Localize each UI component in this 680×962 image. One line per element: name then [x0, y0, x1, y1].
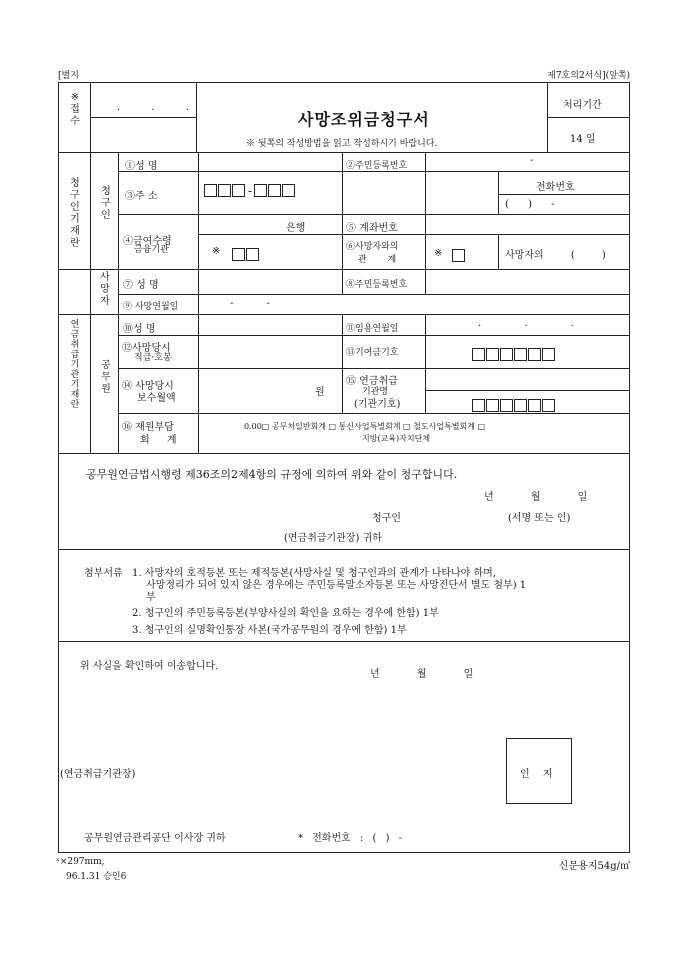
confirmation-addressee: 공무원연금관리공단 이사장 귀하	[84, 833, 226, 844]
attachment-item-1a: 1. 사망자의 호적등본 또는 제적등본(사망사실 및 청구인과의 관계가 나타나야 하며,	[132, 568, 497, 579]
official-name-label: ⑩성 명	[123, 324, 156, 335]
finance-label-a: ⑯ 재원부담	[122, 422, 174, 433]
salary-label-a: ⑭ 사망당시	[122, 381, 174, 392]
deceased-name-label: ⑦ 성 명	[123, 280, 159, 291]
declaration-date[interactable]: 년 월 일	[484, 492, 588, 503]
declaration-text: 공무원연금법시행령 제36조의2제4항의 규정에 의하여 위와 같이 청구합니다.	[86, 468, 458, 481]
position-label-b: 직급·호봉	[134, 353, 172, 363]
bank-suffix: 은행	[286, 223, 306, 234]
deceased-rrn-label: ⑧주민등록번호	[346, 280, 408, 290]
claimant-label: 청 구 인	[101, 186, 111, 221]
seal-box[interactable]	[506, 738, 572, 804]
claimant-section-label: 청 구 인 기 재 란	[70, 178, 80, 249]
appointment-label: ⑪임용연월일	[346, 324, 399, 334]
finance-options-local[interactable]: 지방(교육)자치단체	[362, 434, 431, 443]
processing-value: 14 일	[570, 134, 596, 145]
bank-star: ※	[212, 246, 221, 257]
claimant-name-label: ①성 명	[125, 161, 158, 172]
declaration-addressee: (연금취급기관장) 귀하	[284, 533, 382, 544]
phone-field[interactable]: ( ) -	[505, 199, 555, 210]
pension-section-label: 연 금 취 급 기 관 기 재 란	[70, 320, 80, 410]
seal-label: 인 지	[520, 769, 553, 780]
bank-code-boxes[interactable]	[232, 244, 260, 263]
attachment-item-3: 3. 청구인의 실명확인통장 사본(국가공무원의 경우에 한함) 1부	[132, 625, 407, 636]
confirmation-text: 위 사실을 확인하여 이송합니다.	[80, 661, 219, 672]
relation-label-b: 관 계	[358, 255, 397, 265]
appointment-field[interactable]: . . .	[478, 318, 594, 329]
footer-paper: 신문용지54g/㎡	[558, 861, 630, 872]
footer-approval: 96.1.31 승인6	[66, 872, 127, 882]
form-number-right: 제7호의2서식](앞쪽)	[547, 71, 630, 81]
attachment-item-2: 2. 청구인의 주민등록등본(부양사실의 확인을 요하는 경우에 한함) 1부	[132, 608, 439, 619]
receipt-date: . . .	[117, 102, 203, 113]
form-note: ※ 뒷쪽의 작성방법을 읽고 작성하시기 바랍니다.	[246, 139, 438, 149]
bank-label-b: 금융기관	[134, 245, 169, 255]
form-number-left: [별지	[58, 71, 79, 81]
relation-label-a: ⑥사망자와의	[346, 242, 399, 252]
confirmation-date[interactable]: 년 월 일	[370, 669, 474, 680]
agency-label-a: ⑮ 연금취급	[346, 376, 398, 387]
attachment-item-1b: 사망정리가 되어 있지 않은 경우에는 주민등록말소자등본 또는 사망진단서 별도 첨부) 1	[146, 580, 527, 591]
salary-label-b: 보수월액	[137, 393, 176, 404]
confirmation-phone[interactable]: * 전화번호 : ( ) -	[298, 833, 403, 844]
death-date-field[interactable]: - -	[230, 298, 270, 309]
phone-label: 전화번호	[536, 182, 575, 193]
claimant-address-label: ③주 소	[125, 191, 158, 202]
salary-unit: 원	[315, 387, 325, 398]
relation-text: 사망자의 ( )	[505, 250, 606, 261]
declaration-claimant: 청구인	[372, 513, 401, 524]
agency-label-c: (기관기호)	[354, 399, 401, 410]
attachment-item-1c: 부	[146, 592, 156, 603]
relation-box[interactable]	[452, 245, 466, 264]
position-label-a: ⑫사망당시	[122, 343, 171, 354]
finance-label-b: 회 계	[140, 435, 177, 446]
deceased-label: 사 망 자	[100, 272, 110, 307]
receipt-label: ※ 접 수	[70, 92, 80, 127]
declaration-sign: (서명 또는 인)	[508, 513, 571, 524]
death-date-label: ⑨ 사망연월일	[123, 302, 179, 312]
bank-label-a: ④금여수령	[123, 236, 172, 247]
form-title: 사망조위금청구서	[298, 110, 430, 129]
postal-code-boxes[interactable]: -	[204, 180, 296, 199]
footer-size: ˣ×297mm,	[56, 857, 105, 867]
official-label: 공 무 원	[101, 360, 111, 395]
processing-label: 처리기간	[563, 100, 602, 111]
confirmation-agency: (연금취급기관장)	[60, 769, 136, 780]
claimant-rrn-dash: -	[530, 155, 534, 166]
account-label: ⑤ 계좌번호	[346, 223, 398, 234]
finance-options[interactable]: 0.00□ 공무처일반회계 □ 통신사업특별회계 □ 철도사업특별회계 □	[244, 422, 486, 431]
attachments-label: 첨부서류	[84, 568, 123, 579]
claimant-rrn-label: ②주민등록번호	[346, 161, 408, 171]
agency-code-boxes[interactable]	[472, 395, 556, 414]
fund-code-label: ⑬기여금기호	[346, 348, 399, 358]
fund-code-boxes[interactable]	[472, 344, 556, 363]
agency-label-b: 기관명	[362, 387, 389, 397]
relation-star: ※	[434, 248, 443, 259]
